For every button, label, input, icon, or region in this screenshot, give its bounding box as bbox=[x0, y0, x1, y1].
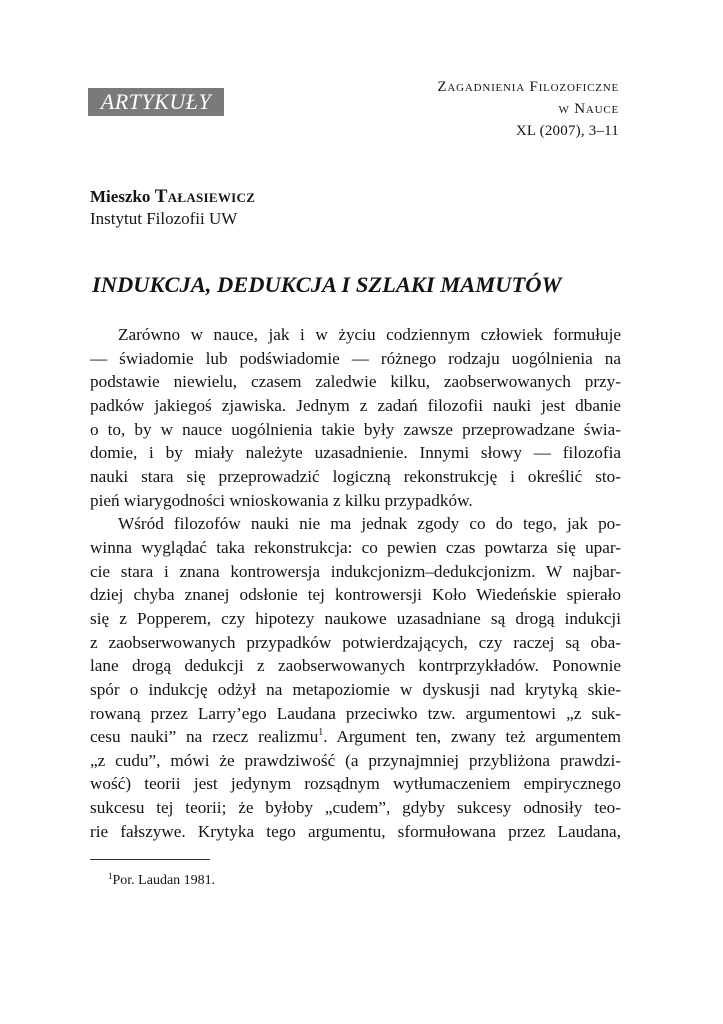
body-line: dziej chyba znanej odsłonie tej kontrowersji Koło Wiedeńskie spierało bbox=[90, 585, 621, 605]
body-line-with-footnote-ref bbox=[90, 725, 621, 749]
footnote bbox=[108, 871, 215, 891]
body-line: Wśród filozofów nauki nie ma jednak zgody co do tego, jak po- bbox=[118, 514, 621, 534]
body-line: pień wiarygodności wnioskowania z kilku przypadków. bbox=[90, 490, 473, 510]
author-affiliation: Instytut Filozofii UW bbox=[90, 209, 238, 228]
journal-name-line2: w Nauce bbox=[558, 101, 619, 117]
body-line: padków jakiegoś zjawiska. Jednym z zadań filozofii nauki jest dbanie bbox=[90, 395, 621, 415]
body-line: domie, i by miały należyte uzasadnienie. Innymi słowy — filozofia bbox=[90, 443, 621, 463]
article-title: INDUKCJA, DEDUKCJA I SZLAKI MAMUTÓW bbox=[92, 272, 562, 297]
body-line: — świadomie lub podświadomie — różnego rodzaju uogólnienia na bbox=[90, 348, 621, 368]
footnote-mark: 1 bbox=[108, 871, 113, 881]
journal-info bbox=[437, 76, 619, 142]
body-line: lane drogą dedukcji z zaobserwowanych kontrprzykładów. Ponownie bbox=[90, 656, 621, 676]
author-name bbox=[90, 186, 255, 208]
body-line: rie fałszywe. Krytyka tego argumentu, sformułowana przez Laudana, bbox=[90, 821, 621, 841]
body-line: sukcesu tej teorii; że byłoby „cudem”, gdyby sukcesy odnosiły teo- bbox=[90, 798, 621, 818]
body-line: Zarówno w nauce, jak i w życiu codziennym człowiek formułuje bbox=[118, 325, 621, 344]
body-line: „z cudu”, mówi że prawdziwość (a przynajmniej przybliżona prawdzi- bbox=[90, 750, 621, 770]
body-line: się z Popperem, czy hipotezy naukowe uzasadniane są drogą indukcji bbox=[90, 608, 621, 628]
footnote-separator bbox=[90, 859, 210, 860]
body-line: nauki stara się przeprowadzić logiczną rekonstrukcję i określić sto- bbox=[90, 466, 621, 486]
body-line: o to, by w nauce uogólnienia takie były zawsze przeprowadzane świa- bbox=[90, 419, 621, 439]
footnote-reference-mark[interactable]: 1 bbox=[318, 727, 324, 739]
body-line: cie stara i znana kontrowersja indukcjonizm–dedukcjonizm. W najbar- bbox=[90, 561, 621, 581]
section-label-badge: ARTYKUŁY bbox=[88, 88, 224, 116]
body-line-part: cesu nauki” na rzecz realizmu bbox=[90, 727, 319, 747]
body-line: rowaną przez Larry’ego Laudana przeciwko tzw. argumentowi „z suk- bbox=[90, 703, 621, 723]
body-line: wość) teorii jest jedynym rozsądnym wytłumaczeniem empirycznego bbox=[90, 774, 621, 794]
body-line: winna wyglądać taka rekonstrukcja: co pewien czas powtarza się upar- bbox=[90, 537, 621, 557]
body-line: podstawie niewielu, czasem zaledwie kilku, zaobserwowanych przy- bbox=[90, 372, 621, 392]
author-first-name: Mieszko bbox=[90, 187, 151, 206]
footnote-text: Por. Laudan 1981. bbox=[112, 873, 216, 888]
journal-volume: XL (2007), 3–11 bbox=[515, 123, 619, 139]
body-line: z zaobserwowanych przypadków potwierdzających, czy raczej są oba- bbox=[90, 632, 621, 652]
author-surname: Tałasiewicz bbox=[154, 186, 256, 207]
body-line-part: . Argument ten, zwany też argumentem bbox=[323, 727, 621, 747]
journal-name-line1: Zagadnienia Filozoficzne bbox=[437, 79, 619, 95]
body-line: spór o indukcję odżył na metapoziomie w dyskusji nad krytyką skie- bbox=[90, 679, 621, 699]
article-body bbox=[90, 323, 621, 843]
